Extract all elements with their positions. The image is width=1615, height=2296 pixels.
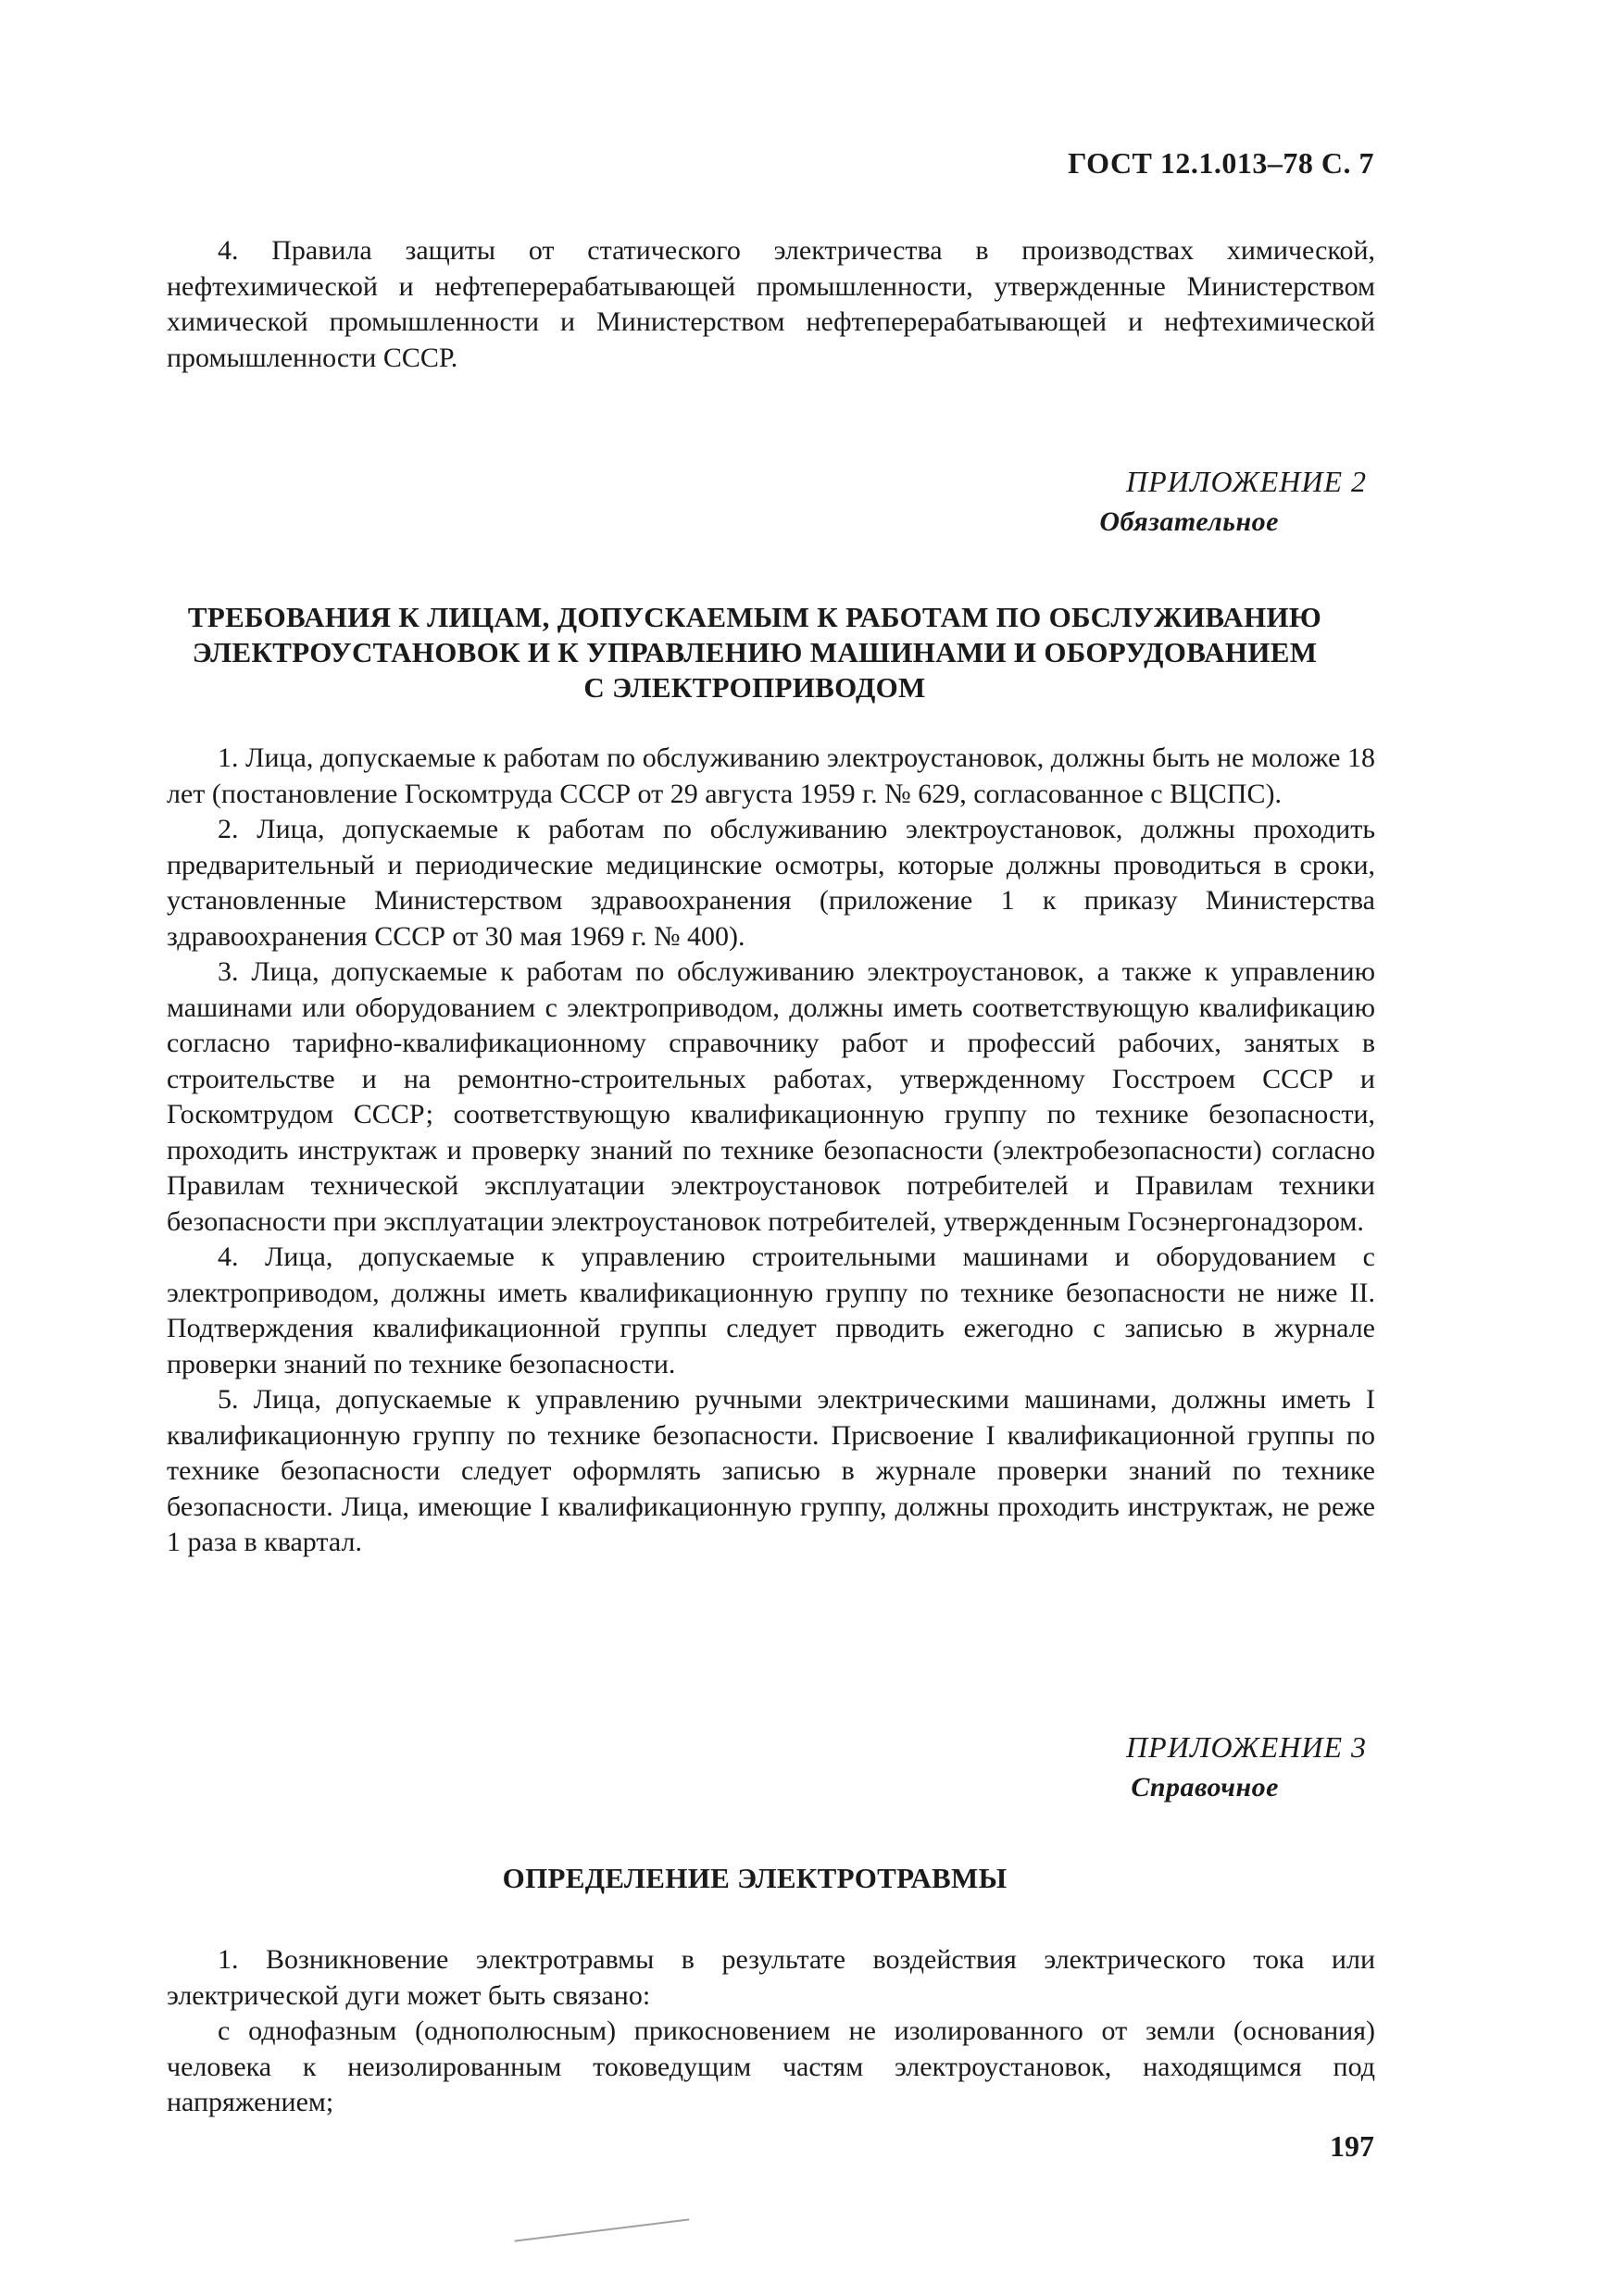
document-header: ГОСТ 12.1.013–78 С. 7 xyxy=(1068,146,1374,180)
appendix-2-paragraph-5: 5. Лица, допускаемые к управлению ручными электрическими машинами, должны иметь I квалификационную группу по технике безопасности. Присвоение I квалификационной группы по технике безопасности следует оформлять записью в журнале проверки знаний по технике безопасности. Лица, имеющие I квалификационную группу, должны проходить инструктаж, не реже 1 раза в квартал. xyxy=(167,1384,1375,1557)
appendix-2-title: ТРЕБОВАНИЯ К ЛИЦАМ, ДОПУСКАЕМЫМ К РАБОТАМ ПО ОБСЛУЖИВАНИЮ ЭЛЕКТРОУСТАНОВОК И К УПРАВЛЕНИЮ МАШИНАМИ И ОБОРУДОВАНИЕМ С ЭЛЕКТРОПРИВОДОМ xyxy=(187,601,1322,704)
appendix-3-label: ПРИЛОЖЕНИЕ 3 xyxy=(1126,1730,1367,1764)
appendix-2-status: Обязательное xyxy=(1099,506,1279,537)
appendix-2-paragraph-1: 1. Лица, допускаемые к работам по обслуживанию электроустановок, должны быть не моложе 18 лет (постановление Госкомтруда СССР от 29 августа 1959 г. № 629, согласованное с ВЦСПС). xyxy=(167,742,1375,809)
page-number: 197 xyxy=(1330,2129,1374,2163)
appendix-2-paragraph-3: 3. Лица, допускаемые к работам по обслуживанию электроустановок, а также к управлению машинами или оборудованием с электроприводом, должны иметь соответствующую квалификацию согласно тарифно-квалификационному справочнику работ и профессий рабочих, занятых в строительстве и на ремонтно-строительных работах, утвержденному Госстроем СССР и Госкомтрудом СССР; соответствующую квалификационную группу по технике безопасности, проходить инструктаж и проверку знаний по технике безопасности (электробезопасности) согласно Правилам технической эксплуатации электроустановок потребителей и Правилам техники безопасности при эксплуатации электроустановок потребителей, утвержденным Госэнергонадзором. xyxy=(167,956,1375,1237)
scan-artifact xyxy=(515,2218,690,2241)
intro-section xyxy=(167,233,1375,376)
appendix-2-body xyxy=(167,741,1375,1561)
appendix-2-paragraph-2: 2. Лица, допускаемые к работам по обслуживанию электроустановок, должны проходить предварительный и периодические медицинские осмотры, которые должны проводиться в сроки, установленные Министерством здравоохранения (приложение 1 к приказу Министерства здравоохранения СССР от 30 мая 1969 г. № 400). xyxy=(167,814,1375,952)
appendix-2-paragraph-4: 4. Лица, допускаемые к управлению строительными машинами и оборудованием с электроприводом, должны иметь квалификационную группу по технике безопасности не ниже II. Подтверждения квалификационной группы следует прводить ежегодно с записью в журнале проверки знаний по технике безопасности. xyxy=(167,1242,1375,1379)
appendix-3-status: Справочное xyxy=(1131,1772,1279,1803)
appendix-3-body xyxy=(167,1942,1375,2121)
appendix-2-heading xyxy=(1099,461,1367,543)
appendix-2-label: ПРИЛОЖЕНИЕ 2 xyxy=(1126,465,1367,498)
appendix-3-paragraph-1: 1. Возникновение электротравмы в результате воздействия электрического тока или электрической дуги может быть связано: xyxy=(167,1944,1375,2011)
intro-paragraph: 4. Правила защиты от статического электричества в производствах химической, нефтехимической и нефтеперерабатывающей промышленности, утвержденные Министерством химической промышленности и Министерством нефтеперерабатывающей и нефтехимической промышленности СССР. xyxy=(167,235,1375,373)
appendix-3-title: ОПРЕДЕЛЕНИЕ ЭЛЕКТРОТРАВМЫ xyxy=(502,1862,1008,1894)
appendix-3-paragraph-2: с однофазным (однополюсным) прикосновением не изолированного от земли (основания) человека к неизолированным токоведущим частям электроустановок, находящимся под напряжением; xyxy=(167,2015,1375,2117)
appendix-3-heading xyxy=(1126,1727,1367,1808)
